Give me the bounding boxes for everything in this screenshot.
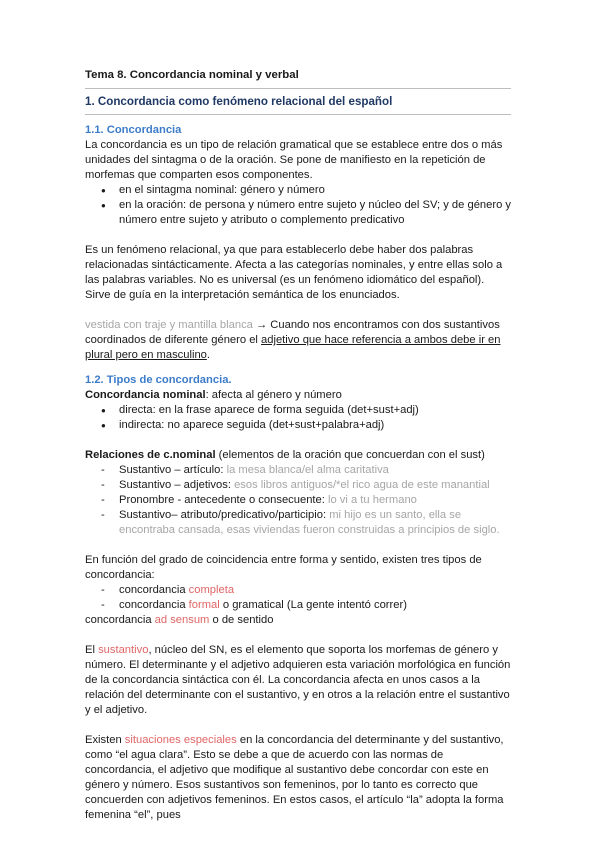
list-item: ● en la oración: de persona y número entre sujeto y núcleo del SV; y de género y número entre sujeto y atributo o complemento predicativo xyxy=(119,198,511,228)
bullet-list xyxy=(85,183,511,228)
list-item xyxy=(119,493,511,508)
list-item xyxy=(119,508,511,538)
period: . xyxy=(206,349,210,361)
bullet-list xyxy=(85,403,511,433)
paragraph: En función del grado de coincidencia entre forma y sentido, existen tres tipos de concordancia: xyxy=(85,554,482,581)
bold-label: Relaciones de c.nominal xyxy=(85,449,216,461)
type-text: concordancia xyxy=(119,599,189,611)
relation-text: Pronombre - antecedente o consecuente: xyxy=(119,494,328,506)
relation-example: la mesa blanca/el alma caritativa xyxy=(226,464,389,476)
list-item xyxy=(119,463,511,478)
list-item xyxy=(119,583,511,598)
paragraph xyxy=(85,388,511,403)
paragraph xyxy=(85,733,511,823)
bold-label: Concordancia nominal xyxy=(85,389,206,401)
divider xyxy=(85,88,511,89)
document-title: Tema 8. Concordancia nominal y verbal xyxy=(85,69,299,81)
text: Existen xyxy=(85,734,125,746)
document-page xyxy=(85,68,511,823)
label-rest: : afecta al género y número xyxy=(205,389,342,401)
paragraph xyxy=(85,448,511,463)
highlight-term: formal xyxy=(188,599,220,611)
underlined-text: adjetivo que hace referencia a ambos debe ir en plural pero en masculino xyxy=(85,334,501,361)
example-explanation: → Cuando nos encontramos con dos sustantivos coordinados de diferente género el xyxy=(85,319,500,346)
subsection-1-1-heading: 1.1. Concordancia xyxy=(85,124,182,136)
dash-list xyxy=(85,463,511,538)
relation-example: esos libros antiguos/*el rico agua de este manantial xyxy=(234,479,490,491)
relation-text: Sustantivo – artículo: xyxy=(119,464,227,476)
list-item: ● directa: en la frase aparece de forma seguida (det+sust+adj) xyxy=(119,403,511,418)
type-text: o de sentido xyxy=(209,614,274,626)
relation-example: mi hijo es un santo, ella se encontraba cansada, esas viviendas fueron construidas a principios de siglo. xyxy=(119,509,500,536)
highlight-term: completa xyxy=(188,584,235,596)
paragraph xyxy=(85,643,511,718)
type-text: concordancia xyxy=(119,584,189,596)
paragraph: La concordancia es un tipo de relación gramatical que se establece entre dos o más unidades del sintagma o de la oración. Se pone de manifiesto en la repetición de morfemas que comparten esos componentes. xyxy=(85,139,503,181)
list-item: ● en el sintagma nominal: género y número xyxy=(119,183,511,198)
list-item xyxy=(119,598,511,613)
highlight-term: ad sensum xyxy=(154,614,210,626)
highlight-term: situaciones especiales xyxy=(124,734,237,746)
text: en la concordancia del determinante y del sustantivo, como “el agua clara”. Esto se debe a que de acuerdo con las normas de concordancia, el adjetivo que modifique al sustantivo debe concordar con este en género y número. Esos sustantivos son femeninos, por lo tanto es correcto que concuerden con adjetivos femeninos. En estos casos, el artículo “la” adopta la forma femenina “el”, pues xyxy=(85,734,504,821)
label-rest: (elementos de la oración que concuerdan con el sust) xyxy=(215,449,485,461)
example-paragraph xyxy=(85,318,511,363)
paragraph: Es un fenómeno relacional, ya que para establecerlo debe haber dos palabras relacionadas sintácticamente. Afecta a las categorías nominales, y entre ellas solo a las palabras variables. No es universal (es un fenómeno idiomático del español). Sirve de guía en la interpretación semántica de los enunciados. xyxy=(85,244,503,301)
relation-text: Sustantivo – adjetivos: xyxy=(119,479,235,491)
section-1-heading: 1. Concordancia como fenómeno relacional del español xyxy=(85,95,393,108)
paragraph xyxy=(85,613,511,628)
text: El xyxy=(85,644,99,656)
list-item xyxy=(119,478,511,493)
subsection-1-2-heading: 1.2. Tipos de concordancia. xyxy=(85,374,232,386)
divider xyxy=(85,114,511,115)
highlight-term: sustantivo xyxy=(98,644,149,656)
relation-text: Sustantivo– atributo/predicativo/participio: xyxy=(119,509,330,521)
type-text: concordancia xyxy=(85,614,155,626)
list-item: ● indirecta: no aparece seguida (det+sust+palabra+adj) xyxy=(119,418,511,433)
relation-example: lo vi a tu hermano xyxy=(327,494,417,506)
example-text: vestida con traje y mantilla blanca xyxy=(85,319,253,331)
type-text: o gramatical (La gente intentó correr) xyxy=(219,599,407,611)
dash-list xyxy=(85,583,511,613)
text: , núcleo del SN, es el elemento que soporta los morfemas de género y número. El determinante y el adjetivo adquieren esta variación morfológica en función de la concordancia sintáctica con él. La concordancia afecta en unos casos a la relación del determinante con el sustantivo, y en otros a la relación entre el sustantivo y el adjetivo. xyxy=(85,644,511,716)
